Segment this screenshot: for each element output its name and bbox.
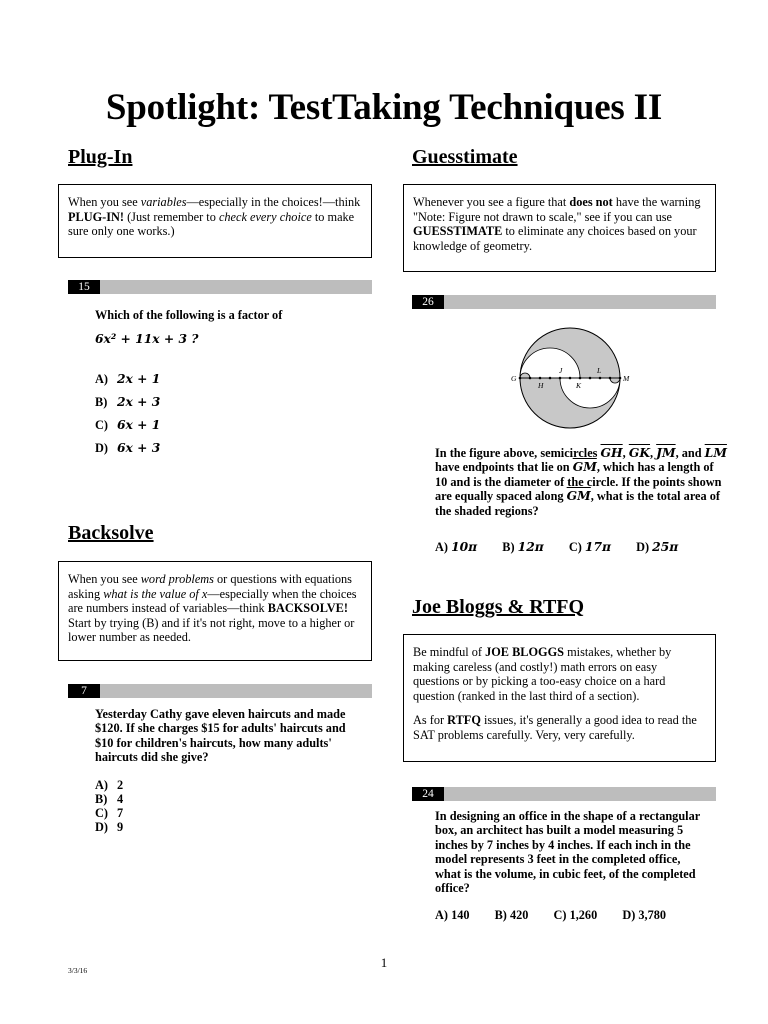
choice-a[interactable]: A) 140 [435,908,470,922]
question-7-choices [95,778,123,834]
question-15-expression: 6x² + 11x + 3 ? [95,331,199,346]
question-bar-24 [412,787,716,801]
question-number: 7 [68,684,100,698]
joe-bloggs-tip-p2: As for RTFQ issues, it's generally a good idea to read the SAT problems carefully. Very, very carefully. [413,713,697,742]
label-k: K [576,381,582,390]
choice-d[interactable]: D) 9 [95,820,124,834]
backsolve-tip-text: When you see word problems or questions with equations asking what is the value of x—especially when the choices are numbers instead of variables—think BACKSOLVE! Start by trying (B) and if it's not right, move to a higher or lower number as needed. [68,572,357,645]
choice-b[interactable]: B) 420 [494,908,529,922]
question-15-stem: Which of the following is a factor of [95,308,283,322]
backsolve-heading: Backsolve [68,522,154,544]
question-24-choices [435,908,688,922]
choice-c[interactable]: C) 1,260 [553,908,598,922]
choice-d[interactable]: D) 3,780 [622,908,667,922]
choice-a[interactable]: A) 10π [435,539,478,554]
label-l: L [597,366,602,375]
backsolve-tip-box [58,561,372,661]
page-title: Spotlight: TestTaking Techniques II [105,87,663,128]
joe-bloggs-heading: Joe Bloggs & RTFQ [412,596,585,618]
question-24-stem: In designing an office in the shape of a rectangular box, an architect has built a model measuring 5 inches by 7 inches by 4 inches. If each inch in the model represents 3 feet in the completed office, what is the volume, in cubic feet, of the completed office? [435,809,700,896]
joe-bloggs-tip-p1: Be mindful of JOE BLOGGS mistakes, whether by making careless (and costly!) math errors on easy questions or by picking a too-easy choice on a hard question (ranked in the last third of a section). [413,645,672,703]
label-h: H [538,381,544,390]
label-g: G [511,374,517,383]
choice-b[interactable]: B) 2x + 3 [95,394,161,409]
choice-d[interactable]: D) 25π [636,539,679,554]
semicircles-figure [505,318,635,430]
question-15-choices [95,372,160,455]
joe-bloggs-tip-box [403,634,716,762]
guesstimate-tip-text: Whenever you see a figure that does not have the warning "Note: Figure not drawn to scale," see if you can use GUESSTIMATE to eliminate any choices based on your knowledge of geometry. [413,195,701,253]
choice-a[interactable]: A) 2 [95,778,124,792]
page-number: 1 [380,955,388,970]
choice-d[interactable]: D) 6x + 3 [95,440,161,455]
guesstimate-tip-box [403,184,716,272]
question-number: 26 [412,295,444,309]
question-bar-7 [68,684,372,698]
choice-c[interactable]: C) 17π [568,539,612,554]
choice-b[interactable]: B) 4 [95,792,124,806]
choice-c[interactable]: C) 6x + 1 [95,417,161,432]
question-bar-15 [68,280,372,294]
question-number: 24 [412,787,444,801]
choice-b[interactable]: B) 12π [502,539,544,554]
plug-in-tip-text: When you see variables—especially in the choices!—think PLUG-IN! (Just remember to check every choice to make sure only one works.) [68,195,361,239]
question-bar-26 [412,295,716,309]
label-m: M [623,374,630,383]
question-7-stem: Yesterday Cathy gave eleven haircuts and made $120. If she charges $15 for adults' haircuts and $10 for children's haircuts, how many adults' haircuts did she give? [95,707,346,765]
question-26-choices [435,540,700,554]
footer-date: 3/3/16 [68,966,88,975]
question-number: 15 [68,280,100,294]
plug-in-tip-box [58,184,372,258]
guesstimate-heading: Guesstimate [412,146,518,168]
plug-in-heading: Plug-In [68,146,133,168]
choice-a[interactable]: A) 2x + 1 [95,371,161,386]
label-j: J [559,366,563,375]
choice-c[interactable]: C) 7 [95,806,124,820]
question-26-stem: In the figure above, semicircles $\overline{GH}$, $\overline{GK}$, $\overline{JM}$, and $\overline{LM}$ have endpoints that lie on $\overline{GM}$, which has a length of 10 and is the diameter of the circle. If the points shown are equally spaced along $\overline{GM}$, what is the total area of the shaded regions? [435,445,727,518]
